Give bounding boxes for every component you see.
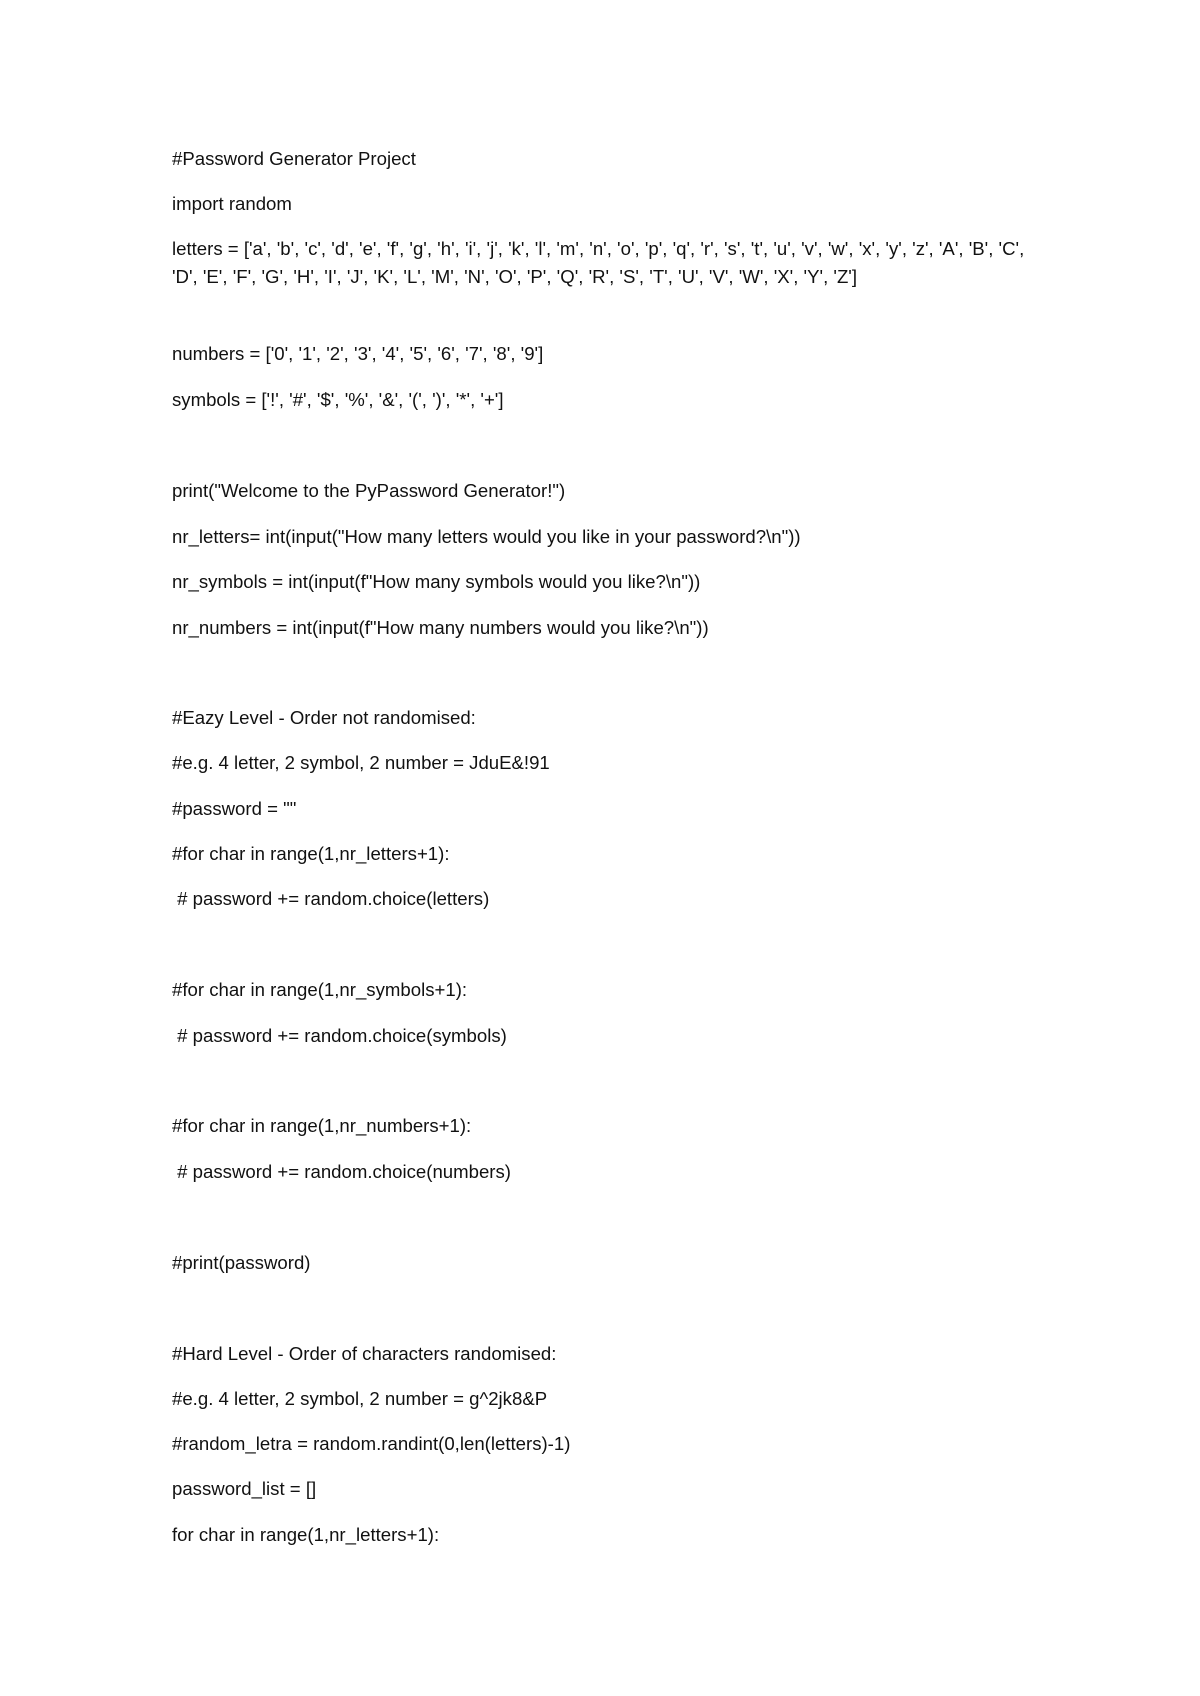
code-line-password-init-comment: #password = "" bbox=[172, 798, 297, 819]
code-line-for-numbers-comment: #for char in range(1,nr_numbers+1): bbox=[172, 1115, 472, 1136]
code-line-hard-example-comment: #e.g. 4 letter, 2 symbol, 2 number = g^2jk8&P bbox=[172, 1388, 548, 1409]
code-line-random-letra-comment: #random_letra = random.randint(0,len(letters)-1) bbox=[172, 1433, 571, 1454]
code-line-easy-example-comment: #e.g. 4 letter, 2 symbol, 2 number = JduE&!91 bbox=[172, 752, 550, 773]
code-line-print-welcome: print("Welcome to the PyPassword Generator!") bbox=[172, 480, 566, 501]
code-line-print-password-comment: #print(password) bbox=[172, 1252, 311, 1273]
code-line-choice-symbols-comment: # password += random.choice(symbols) bbox=[172, 1025, 507, 1046]
code-line-nr-numbers: nr_numbers = int(input(f"How many numbers would you like?\n")) bbox=[172, 617, 709, 638]
code-line-letters-list: letters = ['a', 'b', 'c', 'd', 'e', 'f', 'g', 'h', 'i', 'j', 'k', 'l', 'm', 'n', 'o', 'p', 'q', 'r', 's', 't', 'u', 'v', 'w', 'x', 'y', 'z', 'A', 'B', 'C', 'D', 'E', 'F', 'G', 'H', 'I', 'J', 'K', 'L', 'M', 'N', 'O', 'P', 'Q', 'R', 'S', 'T', 'U', 'V', 'W', 'X', 'Y', 'Z'] bbox=[172, 238, 1025, 287]
code-line-for-letters-comment: #for char in range(1,nr_letters+1): bbox=[172, 843, 450, 864]
code-line-nr-letters: nr_letters= int(input("How many letters would you like in your password?\n")) bbox=[172, 526, 801, 547]
code-line-for-letters: for char in range(1,nr_letters+1): bbox=[172, 1524, 440, 1545]
code-line-for-symbols-comment: #for char in range(1,nr_symbols+1): bbox=[172, 979, 468, 1000]
code-line-import: import random bbox=[172, 193, 292, 214]
code-line-hard-level-comment: #Hard Level - Order of characters randomised: bbox=[172, 1343, 557, 1364]
code-line-symbols-list: symbols = ['!', '#', '$', '%', '&', '(', ')', '*', '+'] bbox=[172, 389, 504, 410]
code-line-easy-level-comment: #Eazy Level - Order not randomised: bbox=[172, 707, 476, 728]
code-line-choice-letters-comment: # password += random.choice(letters) bbox=[172, 888, 490, 909]
code-line-choice-numbers-comment: # password += random.choice(numbers) bbox=[172, 1161, 511, 1182]
code-line-numbers-list: numbers = ['0', '1', '2', '3', '4', '5', '6', '7', '8', '9'] bbox=[172, 343, 544, 364]
code-line-title-comment: #Password Generator Project bbox=[172, 148, 416, 169]
code-line-password-list: password_list = [] bbox=[172, 1478, 317, 1499]
code-line-nr-symbols: nr_symbols = int(input(f"How many symbols would you like?\n")) bbox=[172, 571, 701, 592]
